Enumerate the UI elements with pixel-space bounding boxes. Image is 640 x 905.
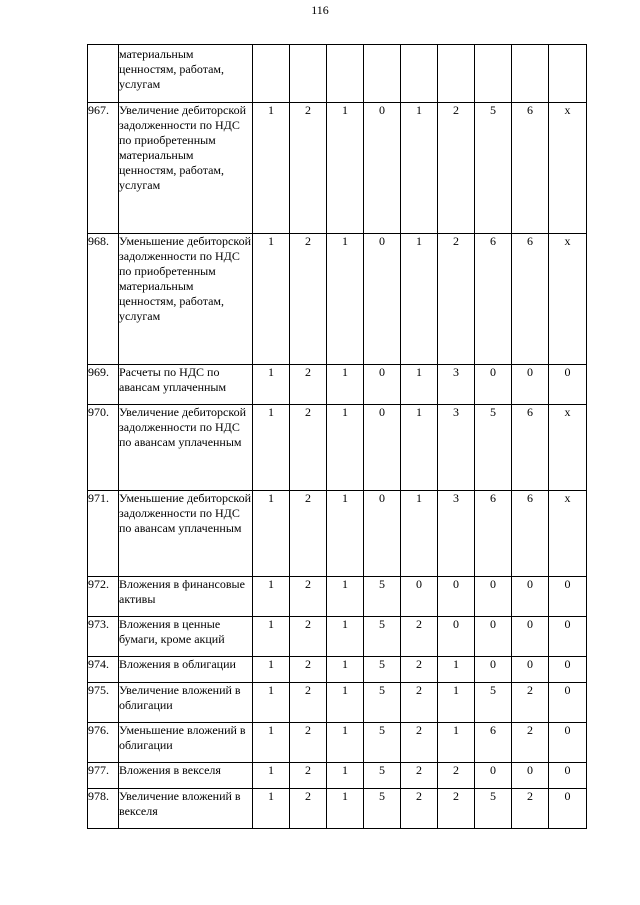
- code-digit-6: 0: [438, 577, 475, 617]
- code-digit-9: х: [549, 491, 587, 577]
- code-digit-5: 2: [401, 789, 438, 829]
- code-digit-8: 0: [512, 577, 549, 617]
- code-digit-7: 0: [475, 577, 512, 617]
- table-row: [88, 405, 587, 491]
- code-digit-5: 2: [401, 723, 438, 763]
- code-digit-4: 5: [364, 763, 401, 789]
- code-digit-6: 2: [438, 789, 475, 829]
- code-digit-6: 2: [438, 103, 475, 234]
- row-number: 974.: [88, 657, 119, 683]
- code-digit-5: 1: [401, 405, 438, 491]
- code-digit-6: [438, 45, 475, 103]
- code-digit-6: 1: [438, 683, 475, 723]
- code-digit-1: 1: [253, 577, 290, 617]
- code-digit-4: 5: [364, 789, 401, 829]
- code-digit-4: 0: [364, 103, 401, 234]
- account-name: Увеличение дебиторской задолженности по НДС по приобретенным материальным ценностям, работам, услугам: [119, 103, 253, 234]
- code-digit-5: 2: [401, 763, 438, 789]
- account-name: Увеличение дебиторской задолженности по НДС по авансам уплаченным: [119, 405, 253, 491]
- code-digit-6: 3: [438, 365, 475, 405]
- code-digit-7: 6: [475, 723, 512, 763]
- table-row: [88, 789, 587, 829]
- code-digit-3: 1: [327, 657, 364, 683]
- code-digit-9: 0: [549, 723, 587, 763]
- account-codes-table: [87, 44, 587, 829]
- code-digit-4: 0: [364, 234, 401, 365]
- code-digit-7: 5: [475, 405, 512, 491]
- code-digit-2: 2: [290, 103, 327, 234]
- code-digit-8: 6: [512, 234, 549, 365]
- table-row: [88, 657, 587, 683]
- code-digit-8: 0: [512, 763, 549, 789]
- account-name: Уменьшение дебиторской задолженности по НДС по приобретенным материальным ценностям, работам, услугам: [119, 234, 253, 365]
- row-number: 977.: [88, 763, 119, 789]
- code-digit-1: 1: [253, 763, 290, 789]
- account-name: Вложения в векселя: [119, 763, 253, 789]
- code-digit-4: 0: [364, 405, 401, 491]
- code-digit-7: 0: [475, 657, 512, 683]
- code-digit-4: 5: [364, 577, 401, 617]
- code-digit-5: 2: [401, 617, 438, 657]
- table-row: [88, 577, 587, 617]
- code-digit-5: 2: [401, 683, 438, 723]
- code-digit-3: 1: [327, 577, 364, 617]
- code-digit-3: 1: [327, 763, 364, 789]
- code-digit-9: 0: [549, 683, 587, 723]
- code-digit-9: 0: [549, 577, 587, 617]
- code-digit-3: [327, 45, 364, 103]
- code-digit-4: 0: [364, 365, 401, 405]
- row-number: 970.: [88, 405, 119, 491]
- code-digit-7: 0: [475, 365, 512, 405]
- code-digit-7: 0: [475, 763, 512, 789]
- code-digit-4: 5: [364, 617, 401, 657]
- code-digit-2: 2: [290, 657, 327, 683]
- code-digit-2: 2: [290, 577, 327, 617]
- code-digit-9: [549, 45, 587, 103]
- code-digit-4: 5: [364, 683, 401, 723]
- row-number: 973.: [88, 617, 119, 657]
- code-digit-4: 5: [364, 723, 401, 763]
- table-row: [88, 103, 587, 234]
- row-number: 978.: [88, 789, 119, 829]
- code-digit-2: 2: [290, 365, 327, 405]
- table-row: [88, 683, 587, 723]
- code-digit-5: 0: [401, 577, 438, 617]
- code-digit-3: 1: [327, 491, 364, 577]
- account-name: Вложения в облигации: [119, 657, 253, 683]
- account-name: Вложения в ценные бумаги, кроме акций: [119, 617, 253, 657]
- code-digit-8: 2: [512, 723, 549, 763]
- code-digit-9: 0: [549, 657, 587, 683]
- row-number: [88, 45, 119, 103]
- code-digit-6: 3: [438, 491, 475, 577]
- code-digit-7: 5: [475, 683, 512, 723]
- code-digit-2: [290, 45, 327, 103]
- code-digit-1: 1: [253, 683, 290, 723]
- row-number: 972.: [88, 577, 119, 617]
- code-digit-4: 5: [364, 657, 401, 683]
- code-digit-9: 0: [549, 789, 587, 829]
- code-digit-5: 2: [401, 657, 438, 683]
- code-digit-1: 1: [253, 789, 290, 829]
- row-number: 975.: [88, 683, 119, 723]
- account-name: Уменьшение вложений в облигации: [119, 723, 253, 763]
- row-number: 968.: [88, 234, 119, 365]
- table-row: [88, 723, 587, 763]
- code-digit-3: 1: [327, 683, 364, 723]
- code-digit-1: [253, 45, 290, 103]
- code-digit-7: 6: [475, 491, 512, 577]
- code-digit-7: [475, 45, 512, 103]
- code-digit-1: 1: [253, 491, 290, 577]
- code-digit-7: 5: [475, 103, 512, 234]
- code-digit-2: 2: [290, 405, 327, 491]
- code-digit-5: 1: [401, 365, 438, 405]
- page-number: 116: [311, 3, 329, 17]
- table-row: [88, 234, 587, 365]
- code-digit-3: 1: [327, 789, 364, 829]
- table-row: [88, 45, 587, 103]
- code-digit-6: 1: [438, 657, 475, 683]
- code-digit-7: 0: [475, 617, 512, 657]
- code-digit-2: 2: [290, 723, 327, 763]
- code-digit-8: 6: [512, 491, 549, 577]
- code-digit-9: х: [549, 234, 587, 365]
- code-digit-6: 2: [438, 763, 475, 789]
- code-digit-6: 3: [438, 405, 475, 491]
- code-digit-3: 1: [327, 617, 364, 657]
- code-digit-6: 1: [438, 723, 475, 763]
- code-digit-1: 1: [253, 723, 290, 763]
- code-digit-5: 1: [401, 234, 438, 365]
- code-digit-5: [401, 45, 438, 103]
- code-digit-1: 1: [253, 234, 290, 365]
- code-digit-2: 2: [290, 491, 327, 577]
- table-row: [88, 763, 587, 789]
- code-digit-8: 0: [512, 617, 549, 657]
- code-digit-2: 2: [290, 789, 327, 829]
- code-digit-8: 0: [512, 365, 549, 405]
- code-digit-8: 2: [512, 789, 549, 829]
- code-digit-6: 2: [438, 234, 475, 365]
- row-number: 971.: [88, 491, 119, 577]
- code-digit-4: [364, 45, 401, 103]
- code-digit-4: 0: [364, 491, 401, 577]
- code-digit-1: 1: [253, 657, 290, 683]
- table-body: [88, 45, 587, 829]
- code-digit-3: 1: [327, 234, 364, 365]
- row-number: 976.: [88, 723, 119, 763]
- code-digit-7: 5: [475, 789, 512, 829]
- code-digit-2: 2: [290, 234, 327, 365]
- account-name: Увеличение вложений в облигации: [119, 683, 253, 723]
- code-digit-2: 2: [290, 617, 327, 657]
- code-digit-8: 6: [512, 405, 549, 491]
- code-digit-9: 0: [549, 617, 587, 657]
- code-digit-1: 1: [253, 405, 290, 491]
- code-digit-2: 2: [290, 763, 327, 789]
- row-number: 967.: [88, 103, 119, 234]
- code-digit-1: 1: [253, 365, 290, 405]
- code-digit-1: 1: [253, 103, 290, 234]
- code-digit-3: 1: [327, 365, 364, 405]
- code-digit-3: 1: [327, 723, 364, 763]
- code-digit-3: 1: [327, 405, 364, 491]
- code-digit-5: 1: [401, 103, 438, 234]
- table-row: [88, 491, 587, 577]
- code-digit-9: 0: [549, 763, 587, 789]
- account-name: материальным ценностям, работам, услугам: [119, 45, 253, 103]
- table-row: [88, 617, 587, 657]
- code-digit-2: 2: [290, 683, 327, 723]
- account-name: Расчеты по НДС по авансам уплаченным: [119, 365, 253, 405]
- code-digit-6: 0: [438, 617, 475, 657]
- code-digit-3: 1: [327, 103, 364, 234]
- account-name: Увеличение вложений в векселя: [119, 789, 253, 829]
- code-digit-9: 0: [549, 365, 587, 405]
- code-digit-8: 2: [512, 683, 549, 723]
- row-number: 969.: [88, 365, 119, 405]
- code-digit-9: х: [549, 405, 587, 491]
- code-digit-8: 0: [512, 657, 549, 683]
- code-digit-7: 6: [475, 234, 512, 365]
- code-digit-8: 6: [512, 103, 549, 234]
- code-digit-1: 1: [253, 617, 290, 657]
- account-name: Уменьшение дебиторской задолженности по НДС по авансам уплаченным: [119, 491, 253, 577]
- code-digit-5: 1: [401, 491, 438, 577]
- table-row: [88, 365, 587, 405]
- code-digit-9: х: [549, 103, 587, 234]
- code-digit-8: [512, 45, 549, 103]
- account-name: Вложения в финансовые активы: [119, 577, 253, 617]
